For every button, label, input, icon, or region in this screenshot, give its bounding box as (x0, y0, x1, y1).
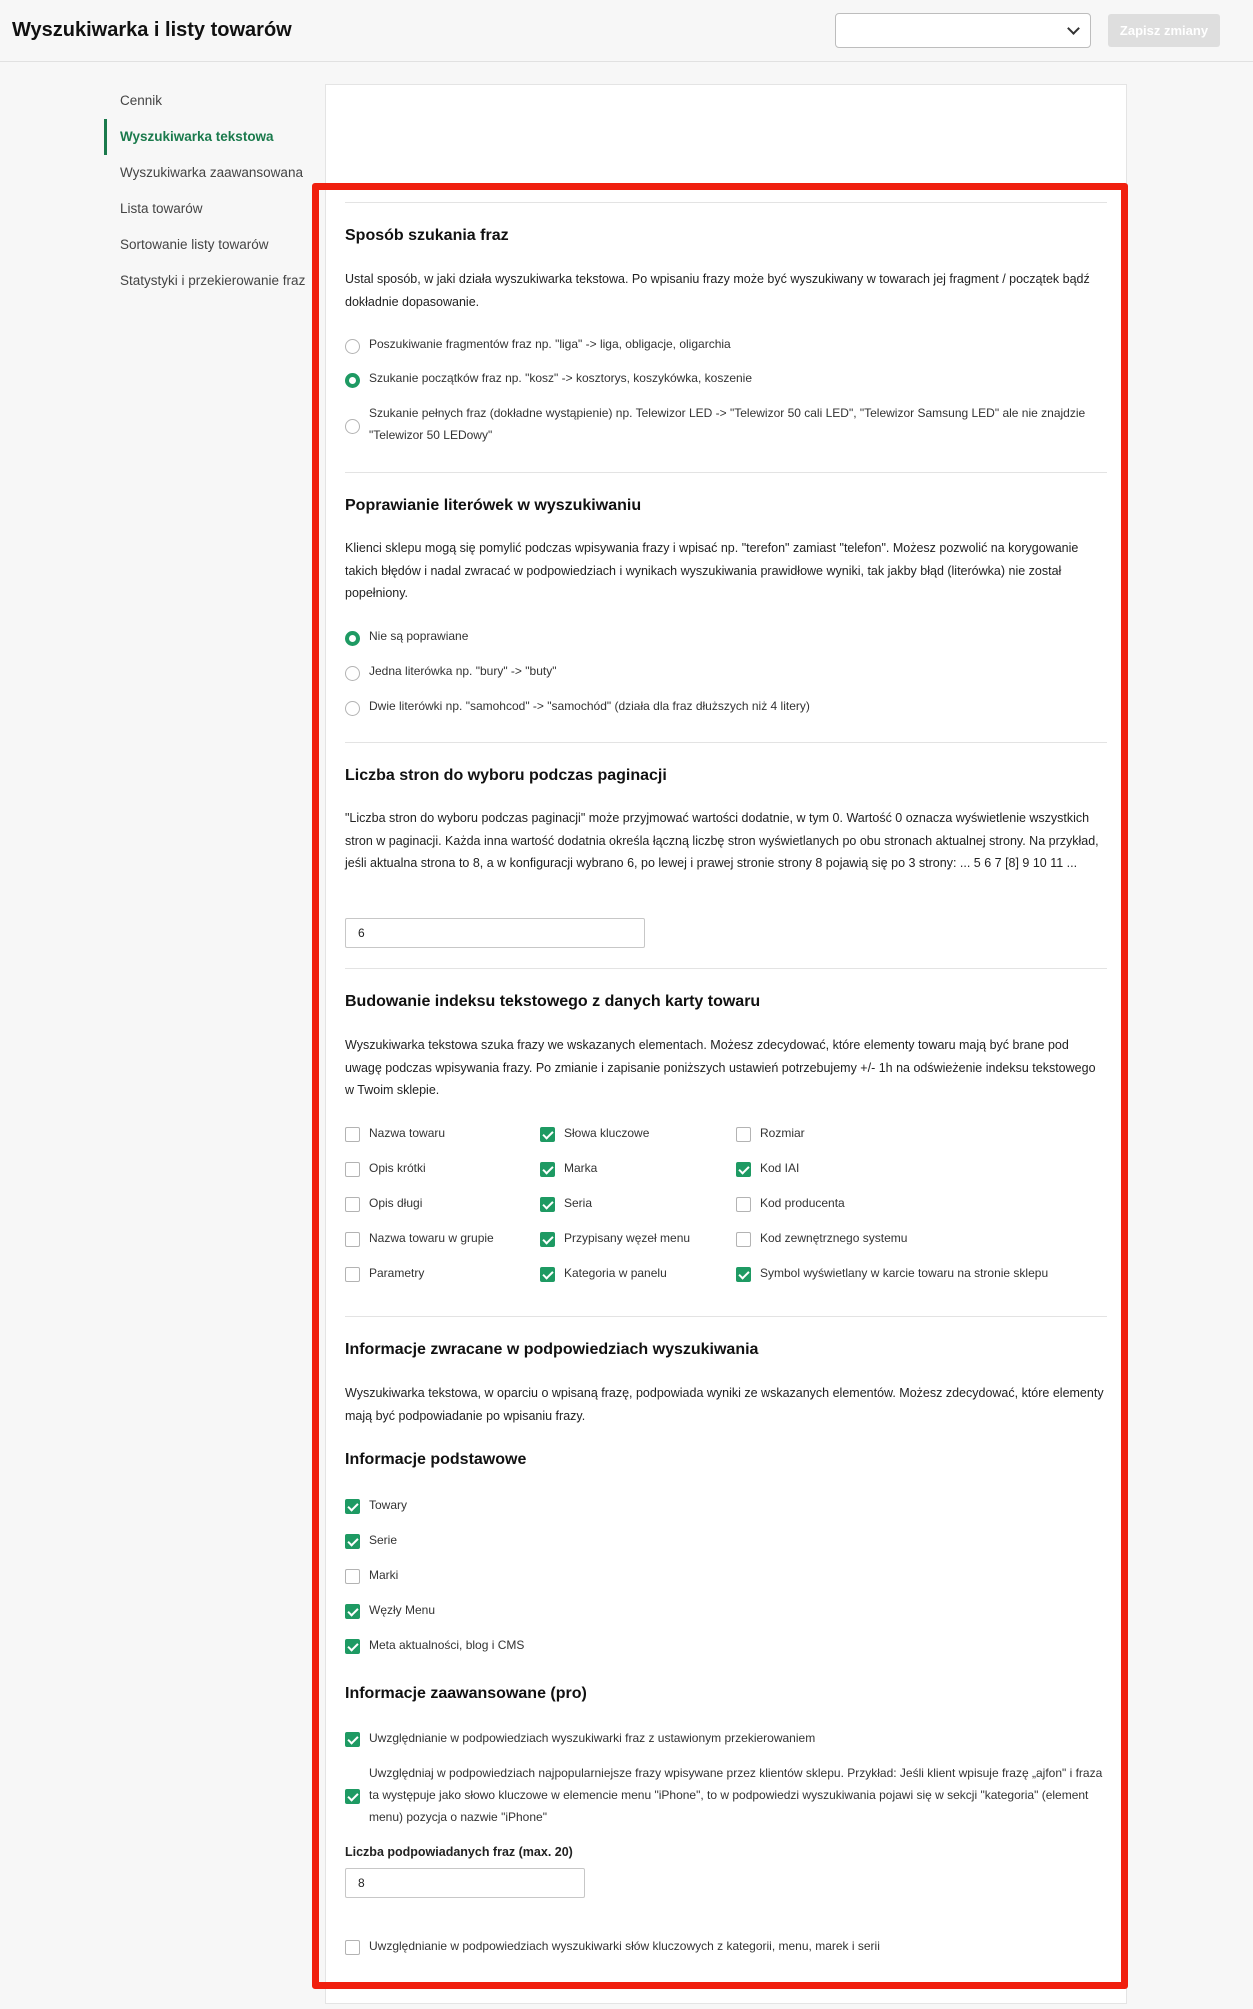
sidebar-nav (104, 83, 324, 299)
checkbox-option-opis-krotki[interactable] (345, 1157, 426, 1179)
checkbox-option-popular-phrases[interactable] (345, 1762, 1107, 1828)
section-description-suggestions: Wyszukiwarka tekstowa, w oparciu o wpisaną frazę, podpowiada wyniki ze wskazanych elementów. Możesz zdecydować, które elementy mają być podpowiadanie po wpisaniu frazy. (345, 1386, 1104, 1423)
radio-option-one-typo[interactable] (345, 660, 1107, 682)
suggestion-count-input[interactable] (345, 1868, 585, 1898)
sidebar-item-statystyki[interactable]: Statystyki i przekierowanie fraz (120, 273, 306, 288)
divider (345, 472, 1107, 473)
section-title-pagination: Liczba stron do wyboru podczas paginacji (345, 767, 667, 784)
checkbox-label: Opis krótki (369, 1161, 426, 1175)
section-description-pagination: "Liczba stron do wyboru podczas paginacji" może przyjmować wartości dodatnie, w tym 0. Wartość 0 oznacza wyświetlenie wszystkich stron w paginacji. Każda inna wartość dodatnia określa łączną liczbę stron wyświetlanych po obu stronach aktualnej strony. Na przykład, jeśli aktualna strona to 8, a w konfiguracji wybrano 6, po lewej i prawej stronie strony 8 pojawią się po 3 strony: ... 5 6 7 [8] 9 10 11 ... (345, 811, 1099, 870)
radio-button[interactable] (345, 631, 360, 646)
section-description-typo: Klienci sklepu mogą się pomylić podczas wpisywania frazy i wpisać np. "terefon" zamiast "telefon". Możesz pozwolić na korygowanie takich błędów i nadal zwracać w podpowiedziach i wynikach wyszukiwania prawidłowe wyniki, tak jakby błąd (literówka) nie został popełniony. (345, 541, 1079, 600)
checkbox-option-category-keywords[interactable] (345, 1935, 1107, 1957)
checkbox-label: Kategoria w panelu (564, 1266, 667, 1280)
checkbox[interactable] (345, 1162, 360, 1177)
checkbox-label: Symbol wyświetlany w karcie towaru na stronie sklepu (760, 1266, 1049, 1280)
divider (345, 202, 1107, 203)
checkbox-option-symbol[interactable] (736, 1262, 1106, 1284)
checkbox-label: Słowa kluczowe (564, 1126, 650, 1140)
checkbox[interactable] (736, 1162, 751, 1177)
checkbox-option-kod-zewnetrzny[interactable] (736, 1227, 907, 1249)
checkbox-label: Opis długi (369, 1196, 423, 1210)
checkbox[interactable] (345, 1604, 360, 1619)
checkbox[interactable] (345, 1569, 360, 1584)
checkbox[interactable] (736, 1127, 751, 1142)
radio-option-two-typos[interactable] (345, 695, 1107, 717)
checkbox-option-kod-producenta[interactable] (736, 1192, 845, 1214)
radio-button[interactable] (345, 339, 360, 354)
radio-button[interactable] (345, 701, 360, 716)
checkbox-option-opis-dlugi[interactable] (345, 1192, 422, 1214)
checkbox-option-redirect-phrases[interactable] (345, 1727, 1107, 1749)
checkbox[interactable] (736, 1197, 751, 1212)
radio-label: Szukanie pełnych fraz (dokładne wystąpienie) np. Telewizor LED -> "Telewizor 50 cali LED", "Telewizor Samsung LED" ale nie znajdzie "Telewizor 50 LEDowy" (369, 406, 1086, 442)
checkbox-label: Nazwa towaru (369, 1126, 446, 1140)
checkbox[interactable] (345, 1789, 360, 1804)
checkbox-option-towary[interactable] (345, 1494, 407, 1516)
checkbox-label: Uwzględniaj w podpowiedziach najpopularniejsze frazy wpisywane przez klientów sklepu. Przykład: Jeśli klient wpisuje frazę „ajfon" i fraza ta występuje jako słowo kluczowe w elemencie menu "iPhone", to w podpowiedzi wyszukiwania pojawi się w sekcji "kategoria" (element menu) pozycja o nazwie "iPhone" (369, 1766, 1103, 1824)
checkbox[interactable] (736, 1232, 751, 1247)
checkbox-label: Kod zewnętrznego systemu (760, 1231, 908, 1245)
checkbox[interactable] (540, 1232, 555, 1247)
checkbox-label: Parametry (369, 1266, 425, 1280)
section-description-index: Wyszukiwarka tekstowa szuka frazy we wskazanych elementach. Możesz zdecydować, które elementy towaru mają być brane pod uwagę podczas wpisywania frazy. Po zmianie i zapisanie poniższych ustawień potrzebujemy +/- 1h na odświeżenie indeksu tekstowego w Twoim sklepie. (345, 1038, 1096, 1097)
subsection-title-basic: Informacje podstawowe (345, 1451, 527, 1468)
checkbox-label: Nazwa towaru w grupie (369, 1231, 494, 1245)
checkbox-option-marka[interactable] (540, 1157, 597, 1179)
sidebar-item-wyszukiwarka-zaawansowana[interactable]: Wyszukiwarka zaawansowana (120, 165, 303, 180)
checkbox[interactable] (540, 1267, 555, 1282)
checkbox-option-parametry[interactable] (345, 1262, 424, 1284)
sidebar-item-cennik[interactable]: Cennik (120, 93, 163, 108)
radio-button[interactable] (345, 419, 360, 434)
sidebar-item-lista-towarow[interactable]: Lista towarów (120, 201, 203, 216)
suggestion-count-label: Liczba podpowiadanych fraz (max. 20) (345, 1845, 573, 1859)
checkbox-option-meta-cms[interactable] (345, 1634, 524, 1656)
shop-select[interactable] (835, 13, 1091, 48)
checkbox-option-kategoria-w-panelu[interactable] (540, 1262, 667, 1284)
checkbox-option-serie[interactable] (345, 1529, 397, 1551)
radio-label: Jedna literówka np. "bury" -> "buty" (369, 664, 557, 678)
checkbox-option-marki[interactable] (345, 1564, 398, 1586)
section-title-suggestions: Informacje zwracane w podpowiedziach wyszukiwania (345, 1341, 759, 1358)
checkbox-option-nazwa-w-grupie[interactable] (345, 1227, 494, 1249)
section-title-typo: Poprawianie literówek w wyszukiwaniu (345, 497, 642, 514)
radio-option-no-correction[interactable] (345, 625, 1107, 647)
checkbox[interactable] (345, 1267, 360, 1282)
checkbox-option-wezly-menu[interactable] (345, 1599, 435, 1621)
sidebar-item-sortowanie[interactable]: Sortowanie listy towarów (120, 237, 269, 252)
section-title-index: Budowanie indeksu tekstowego z danych karty towaru (345, 993, 761, 1010)
radio-option-prefixes[interactable] (345, 367, 1107, 389)
radio-button[interactable] (345, 373, 360, 388)
checkbox[interactable] (345, 1639, 360, 1654)
subsection-title-advanced: Informacje zaawansowane (pro) (345, 1685, 587, 1702)
radio-label: Poszukiwanie fragmentów fraz np. "liga" -> liga, obligacje, oligarchia (369, 337, 731, 351)
checkbox-option-rozmiar[interactable] (736, 1122, 805, 1144)
page-title: Wyszukiwarka i listy towarów (12, 19, 292, 41)
checkbox-label: Uwzględnianie w podpowiedziach wyszukiwarki słów kluczowych z kategorii, menu, marek i serii (369, 1939, 880, 1953)
section-title-search-mode: Sposób szukania fraz (345, 227, 509, 244)
checkbox-label: Towary (369, 1498, 408, 1512)
pagination-pages-input[interactable] (345, 918, 645, 948)
checkbox-option-kod-iai[interactable] (736, 1157, 799, 1179)
checkbox-label: Seria (564, 1196, 593, 1210)
section-description-search-mode: Ustal sposób, w jaki działa wyszukiwarka tekstowa. Po wpisaniu frazy może być wyszukiwany w towarach jej fragment / początek bądź dokładnie dopasowanie. (345, 272, 1090, 309)
checkbox[interactable] (345, 1232, 360, 1247)
checkbox[interactable] (345, 1499, 360, 1514)
checkbox-label: Węzły Menu (369, 1603, 436, 1617)
divider (345, 742, 1107, 743)
radio-option-full-phrases[interactable] (345, 402, 1107, 446)
checkbox[interactable] (345, 1197, 360, 1212)
checkbox[interactable] (345, 1940, 360, 1955)
divider (345, 1316, 1107, 1317)
radio-button[interactable] (345, 666, 360, 681)
checkbox-label: Marka (564, 1161, 598, 1175)
radio-label: Szukanie początków fraz np. "kosz" -> kosztorys, koszykówka, koszenie (369, 371, 753, 385)
checkbox-option-wezel-menu[interactable] (540, 1227, 690, 1249)
checkbox-label: Kod producenta (760, 1196, 845, 1210)
checkbox[interactable] (736, 1267, 751, 1282)
checkbox-option-nazwa-towaru[interactable] (345, 1122, 445, 1144)
top-bar (0, 0, 1253, 62)
radio-label: Dwie literówki np. "samohcod" -> "samochód" (działa dla fraz dłuższych niż 4 litery) (369, 699, 810, 713)
checkbox[interactable] (345, 1534, 360, 1549)
radio-option-fragments[interactable] (345, 333, 1107, 355)
radio-label: Nie są poprawiane (369, 629, 469, 643)
save-button[interactable]: Zapisz zmiany (1108, 14, 1220, 47)
checkbox-label: Marki (369, 1568, 399, 1582)
checkbox[interactable] (540, 1162, 555, 1177)
checkbox[interactable] (345, 1732, 360, 1747)
checkbox-label: Meta aktualności, blog i CMS (369, 1638, 525, 1652)
checkbox-label: Rozmiar (760, 1126, 805, 1140)
checkbox-label: Serie (369, 1533, 398, 1547)
chevron-down-icon (1067, 22, 1080, 35)
checkbox-option-seria[interactable] (540, 1192, 592, 1214)
checkbox[interactable] (540, 1127, 555, 1142)
sidebar-item-wyszukiwarka-tekstowa[interactable]: Wyszukiwarka tekstowa (104, 119, 324, 155)
divider (345, 968, 1107, 969)
checkbox-option-slowa-kluczowe[interactable] (540, 1122, 649, 1144)
checkbox-label: Kod IAI (760, 1161, 800, 1175)
checkbox-label: Przypisany węzeł menu (564, 1231, 691, 1245)
checkbox[interactable] (345, 1127, 360, 1142)
checkbox-label: Uwzględnianie w podpowiedziach wyszukiwarki fraz z ustawionym przekierowaniem (369, 1731, 816, 1745)
checkbox[interactable] (540, 1197, 555, 1212)
